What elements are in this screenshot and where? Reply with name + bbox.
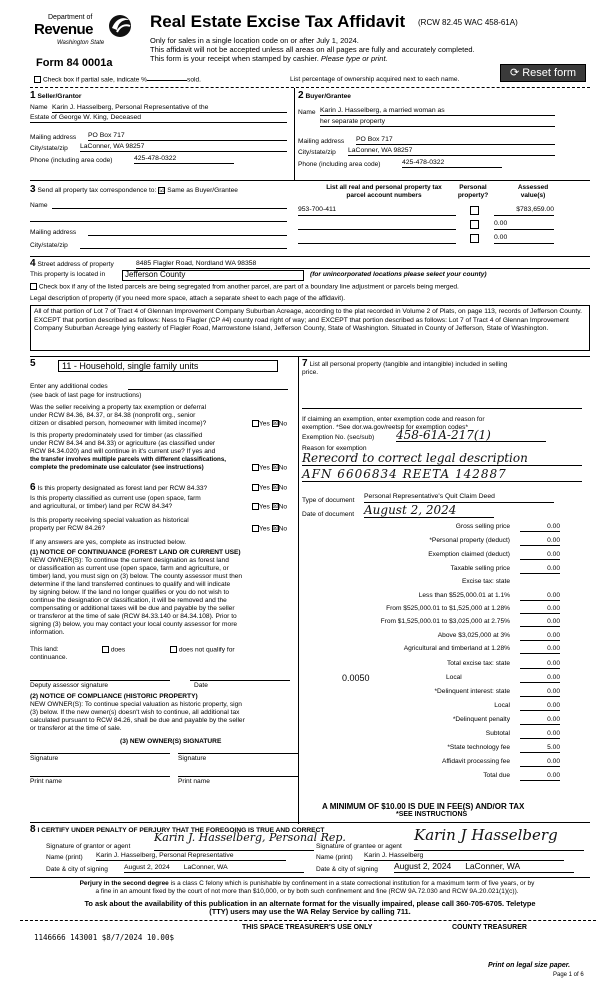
tax-row <box>302 757 560 767</box>
tax-row <box>302 536 560 546</box>
exemption-no-checkbox[interactable]: ☒ <box>272 421 278 427</box>
new-owner-print-2[interactable] <box>178 767 298 777</box>
tax-row-label: From $1,525,000.01 to $3,025,000 at 2.75% <box>380 618 510 625</box>
tax-row-label: Gross selling price <box>455 523 510 530</box>
buyer-mail-field[interactable]: PO Box 717 <box>356 136 555 145</box>
grantee-signature-field[interactable]: Karin J Hasselberg <box>414 826 584 851</box>
tax-row-label: Local <box>494 702 510 709</box>
tax-row-value[interactable]: 0.00 <box>520 617 560 627</box>
tax-row <box>302 522 560 532</box>
buyer-phone-field[interactable]: 425-478-0322 <box>402 159 502 168</box>
county-select[interactable]: Jefferson County <box>122 270 304 281</box>
tax-row <box>302 550 560 560</box>
current-use-yes-checkbox[interactable] <box>252 503 259 510</box>
timber-yes-checkbox[interactable] <box>252 464 259 471</box>
tax-row <box>302 577 560 587</box>
personal-property-checkbox[interactable] <box>470 206 479 215</box>
tax-row-value[interactable]: 0.00 <box>520 536 560 546</box>
new-owner-signature-2[interactable] <box>178 744 298 754</box>
grantee-date-city-field[interactable]: August 2, 2024 LaConner, WA <box>394 862 574 873</box>
dor-logo <box>34 12 132 46</box>
partial-sale-checkbox[interactable] <box>34 76 41 83</box>
exemption-reason-field[interactable]: Rerecord to correct legal description <box>302 451 582 466</box>
tax-row-label: *Personal property (deduct) <box>429 537 510 544</box>
correspondence-name-field-2[interactable] <box>30 213 287 222</box>
tax-row <box>302 631 560 641</box>
document-date-field[interactable]: August 2, 2024 <box>364 503 494 518</box>
parcel-account-field[interactable] <box>298 220 456 230</box>
parcel-account-field[interactable] <box>298 234 456 244</box>
county-treasurer-label: COUNTY TREASURER <box>452 924 527 931</box>
form-number: Form 84 0001a <box>36 57 113 69</box>
tax-row <box>302 659 560 669</box>
minimum-due-note: A MINIMUM OF $10.00 IS DUE IN FEE(S) AND/OR TAX <box>322 802 525 811</box>
section-1: 1 Seller/Grantor Name Karin J. Hasselberg, Personal Representative of the Estate of George W. King, Deceased Mailing address PO Box 717 City/state/zip LaConner, WA 98257 Phone (including area code) 425-478-0322 <box>30 90 294 178</box>
document-type-field[interactable]: Personal Representative's Quit Claim Deed <box>364 493 554 503</box>
tax-row-value[interactable]: 0.00 <box>520 687 560 697</box>
tax-row-label: Less than $525,000.01 at 1.1% <box>418 592 510 599</box>
tax-row-value[interactable]: 0.00 <box>520 644 560 654</box>
local-rate-row <box>342 673 560 683</box>
rcw-ref: (RCW 82.45 WAC 458-61A) <box>418 18 518 27</box>
parcel-table: List all real and personal property tax parcel account numbers Personal property? Assessed value(s) 953-700-411 $783,659.00 0.00 0.00 <box>298 184 588 254</box>
parcel-row <box>298 206 588 218</box>
seller-mail-field[interactable]: PO Box 717 <box>88 132 287 141</box>
tax-row <box>302 564 560 574</box>
local-tax-value[interactable]: 0.00 <box>520 673 560 683</box>
section-2: 2 Buyer/Grantee Name Karin J. Hasselberg, a married woman as her separate property Mailing address PO Box 717 City/state/zip LaConner, WA 98257 Phone (including area code) 425-478-0322 <box>298 90 588 178</box>
new-owner-signature-1[interactable] <box>30 744 170 754</box>
same-as-buyer-checkbox[interactable]: ☑ <box>159 187 165 194</box>
tax-row <box>302 617 560 627</box>
personal-property-checkbox[interactable] <box>470 220 479 229</box>
tax-row-label: From $525,000.01 to $1,525,000 at 1.28% <box>386 605 510 612</box>
tax-row <box>302 729 560 739</box>
property-use-select[interactable]: 11 - Household, single family units <box>58 360 278 372</box>
note-line-3: This form is your receipt when stamped by cashier. Please type or print. <box>150 54 388 63</box>
tax-row-label: Taxable selling price <box>450 565 510 572</box>
historic-yes-checkbox[interactable] <box>252 525 259 532</box>
buyer-name-field-2[interactable]: her separate property <box>320 118 555 127</box>
tax-row-label: *State technology fee <box>447 744 510 751</box>
seller-city-field[interactable]: LaConner, WA 98257 <box>80 143 287 152</box>
tax-row-label: Exemption claimed (deduct) <box>428 551 510 558</box>
cashier-stamp: 1146666 143001 $8/7/2024 10.00$ <box>34 933 174 942</box>
perjury-notice: Perjury in the second degree is a class C felony which is punishable by confinement in a state correctional institution for a maximum term of five years, or by a fine in an amount fixed by the court of not more than $10,000, or by both such confinement and fine (RCW 9A.72.030 and RCW 9A.20.021(1)(c)). <box>79 880 535 895</box>
section-7: 7 List all personal property (tangible and intangible) included in selling price. If claiming an exemption, enter exemption code and reason for exemption. *See dor.wa.gov/reetsp for exemption codes* Exemption No. (sec/sub) 458-61A-217(1) Reason for exemption Rerecord to correct legal description AFN 6606834 REETA 142887 Type of document Personal Representative's Quit Claim Deed Date of document August 2, 2024 <box>302 358 590 518</box>
current-use-no-checkbox[interactable]: ☒ <box>272 504 278 510</box>
assessed-value-field[interactable]: $783,659.00 <box>494 206 554 216</box>
tax-row-label: Total due <box>483 772 510 779</box>
land-does-checkbox[interactable] <box>102 646 109 653</box>
local-rate: 0.0050 <box>342 673 370 683</box>
seller-name-field[interactable]: Karin J. Hasselberg, Personal Representative of the <box>52 104 287 113</box>
tax-row-value[interactable]: 0.00 <box>520 729 560 739</box>
exemption-yes-checkbox[interactable] <box>252 420 259 427</box>
tax-row-value[interactable]: 0.00 <box>520 550 560 560</box>
grantee-print-name-field[interactable]: Karin J. Hasselberg <box>364 852 564 861</box>
tax-row-label: Excise tax: state <box>461 578 510 585</box>
tax-row-value[interactable]: 0.00 <box>520 757 560 767</box>
form-title: Real Estate Excise Tax Affidavit <box>150 12 406 31</box>
grantor-print-name-field[interactable]: Karin J. Hasselberg, Personal Representative <box>96 852 286 861</box>
tax-row-value[interactable]: 0.00 <box>520 564 560 574</box>
tax-row-label: Agricultural and timberland at 1.28% <box>403 645 510 652</box>
correspondence-name-field[interactable] <box>52 200 287 209</box>
dor-logo-icon <box>108 12 132 40</box>
parcel-row <box>298 220 588 232</box>
tax-row-value[interactable]: 0.00 <box>520 715 560 725</box>
legal-size-note: Print on legal size paper. <box>488 962 571 969</box>
note-line-2: This affidavit will not be accepted unless all areas on all pages are fully and accurately completed. <box>150 45 475 54</box>
additional-codes-field[interactable] <box>128 381 288 390</box>
partial-sale-row: Check box if partial sale, indicate % sold. <box>34 76 201 84</box>
segregation-checkbox[interactable] <box>30 283 37 290</box>
forest-yes-checkbox[interactable] <box>252 484 259 491</box>
section-8: 8 I CERTIFY UNDER PENALTY OF PERJURY THAT THE FOREGOING IS TRUE AND CORRECT Signature of grantor or agent Karin J. Hasselberg, Personal Rep. Name (print) Karin J. Hasselberg, Personal Representative Date & city of signing August 2, 2024 LaConner, WA Signature of grantee or agent Karin J Hasselberg Name (print) Karin J. Hasselberg Date & city of signing August 2, 2024 LaConner, WA <box>30 824 590 876</box>
revenue-label: Revenue <box>34 21 94 38</box>
historic-no-checkbox[interactable]: ☒ <box>272 526 278 532</box>
tax-row-value[interactable]: 0.00 <box>520 771 560 781</box>
correspondence-mail-field[interactable] <box>88 227 287 236</box>
tax-row <box>302 604 560 614</box>
reset-icon: ⟳ <box>509 67 520 79</box>
grantor-signature-field[interactable]: Karin J. Hasselberg, Personal Rep. <box>154 831 314 851</box>
buyer-name-field[interactable]: Karin J. Hasselberg, a married woman as <box>320 107 555 116</box>
tax-row <box>302 701 560 711</box>
tax-row-label: *Delinquent penalty <box>452 716 510 723</box>
tax-row <box>302 687 560 697</box>
correspondence-city-field[interactable] <box>80 240 287 249</box>
tax-row-label: *Delinquent interest: state <box>434 688 510 695</box>
exemption-reason-field-2[interactable]: AFN 6606834 REETA 142887 <box>302 467 582 482</box>
seller-phone-field[interactable]: 425-478-0322 <box>134 155 234 164</box>
tax-row <box>302 771 560 781</box>
treasurer-use-label: THIS SPACE TREASURER'S USE ONLY <box>242 924 373 931</box>
tax-row-value[interactable]: 0.00 <box>520 591 560 601</box>
accessibility-notice: To ask about the availability of this publication in an alternate format for the visually impaired, please call 360-705-6705. Teletype (TTY) users may use the WA Relay Service by calling 711. <box>84 899 536 916</box>
tax-row-value[interactable]: 0.00 <box>520 701 560 711</box>
reset-form-button[interactable]: ⟳ Reset form <box>500 64 586 82</box>
section-4: 4 Street address of property 8485 Flagler Road, Nordland WA 98358 This property is located in Jefferson County (for unincorporated locations please select your county) Check box if any of the listed parcels are being segregated from another parcel, are part of a boundary line adjustment or parcels being merged. Legal description of property (if you need more space, attach a separate sheet to each page of the affidavit). All of that portion of Lot 7 of Tract 4 of Glennan Improvement Company Suburban Acreage, according to the plat recorded in Volume 2 of Plats, on page 113, records of Jefferson County. EXCEPT that portion described as follows: Ness to Flagler (CP #4) county road right of way; and EXCEPT that portion described as follows: Lot 7 of Tract 4 of Glennan Improvement Company Suburban Acreage lying easterly of Flagler Road, Marrowstone Island, Jefferson County, State of Washington. Situated in County of Jefferson, State of Washington. <box>30 258 590 354</box>
grantor-date-city-field[interactable]: August 2, 2024 LaConner, WA <box>124 864 304 873</box>
tax-row-value[interactable]: 0.00 <box>520 604 560 614</box>
tax-calculation-rows <box>302 522 562 792</box>
tax-row-value[interactable]: 0.00 <box>520 522 560 532</box>
note-line-1: Only for sales in a single location code on or after July 1, 2024. <box>150 36 359 45</box>
land-does-not-checkbox[interactable] <box>170 646 177 653</box>
tax-row-value[interactable]: 5.00 <box>520 743 560 753</box>
tax-row-label: Above $3,025,000 at 3% <box>437 632 510 639</box>
tax-row-label: Affidavit processing fee <box>441 758 510 765</box>
assessed-value-field[interactable]: 0.00 <box>494 234 554 244</box>
section-6: 6 Is this property designated as forest land per RCW 84.33? Yes ☒No Is this property classified as current use (open space, farm and agricultural, or timber) land per RCW 84.34? Yes ☒No Is this property receiving special valuation as historical property per RCW 84.26? Yes ☒No If any answers are yes, complete as instructed below. (1) NOTICE OF CONTINUANCE (FOREST LAND OR CURRENT USE) NEW OWNER(S): To continue the current designation as forest land or classification as current use (open space, farm and agriculture, or timber) land, you must sign on (3) below. The county assessor must then determine if the land transferred continues to qualify and will indicate by signing below. If the land no longer qualifies or you do not wish to continue the designation or classification, it will be removed and the compensating or additional taxes will be due and payable by the seller or transferor at the time of sale (RCW 84.33.140 or 84.34.108). Prior to signing (3) below, you may contact your local county assessor for more information. This land: does does not qualify for continuance. Deputy assessor signature Date (2) NOTICE OF COMPLIANCE (HISTORIC PROPERTY) NEW OWNER(S): To continue special valuation as historic property, sign (3) below. If the new owner(s) doesn't wish to continue, all additional tax calculated pursuant to RCW 84.26, shall be due and payable by the seller or transferor at the time of sale. (3) NEW OWNER(S) SIGNATURE Signature Signature Print name Print name <box>30 482 298 822</box>
notice-compliance-text: NEW OWNER(S): To continue special valuation as historic property, sign (3) below. If the new owner(s) doesn't wish to continue, all additional tax calculated pursuant to RCW 84.26, shall be due and payable by the seller or transferor at the time of sale. <box>30 701 245 732</box>
tax-row-value[interactable]: 0.00 <box>520 659 560 669</box>
tax-row-label: Total excise tax: state <box>446 660 510 667</box>
street-address-field[interactable]: 8485 Flagler Road, Nordland WA 98358 <box>136 260 590 269</box>
exemption-number-field[interactable]: 458-61A-217(1) <box>396 428 546 442</box>
page-number: Page 1 of 6 <box>553 972 584 978</box>
tax-row-value[interactable]: 0.00 <box>520 631 560 641</box>
legal-description-field[interactable]: All of that portion of Lot 7 of Tract 4 of Glennan Improvement Company Suburban Acreage, according to the plat recorded in Volume 2 of Plats, on page 113, records of Jefferson County. EXCEPT that portion described as follows: Ness to Flagler (CP #4) county road right of way; and EXCEPT that portion described as follows: Lot 7 of Tract 4 of Glennan Improvement Company Suburban Acreage lying easterly of Flagler Road, Marrowstone Island, Jefferson County, State of Washington. Situated in County of Jefferson, State of Washington. <box>30 305 590 351</box>
tax-row <box>302 715 560 725</box>
see-instructions-note: *SEE INSTRUCTIONS <box>396 811 468 818</box>
timber-no-checkbox[interactable]: ☒ <box>272 465 278 471</box>
tax-row <box>302 743 560 753</box>
section-5: 5 11 - Household, single family units Enter any additional codes (see back of last page for instructions) Was the seller receiving a property tax exemption or deferral under RCW 84.36, 84.37, or 84.38 (nonprofit org., senior citizen or disabled person, homeowner with limited income)? Yes ☒No Is this property predominately used for timber (as classified under RCW 84.34 and 84.33) or agriculture (as classified under RCW 84.34.020) and will continue in it's current use? If yes and the transfer involves multiple parcels with different classifications, complete the predominate use calculator (see instructions) Yes ☒No <box>30 358 288 472</box>
tax-row <box>302 591 560 601</box>
ownership-note: List percentage of ownership acquired next to each name. <box>290 76 460 83</box>
personal-property-checkbox[interactable] <box>470 234 479 243</box>
local-label: Local <box>446 674 462 681</box>
buyer-city-field[interactable]: LaConner, WA 98257 <box>348 147 555 156</box>
assessed-value-field[interactable]: 0.00 <box>494 220 554 230</box>
parcel-account-field[interactable]: 953-700-411 <box>298 206 456 216</box>
state-label: Washington State <box>57 40 105 46</box>
dept-label: Department of <box>48 14 93 21</box>
forest-no-checkbox[interactable]: ☒ <box>272 485 278 491</box>
seller-name-field-2[interactable]: Estate of George W. King, Deceased <box>30 114 287 123</box>
new-owner-print-1[interactable] <box>30 767 170 777</box>
tax-row-label: Subtotal <box>485 730 510 737</box>
notice-continuance-text: NEW OWNER(S): To continue the current designation as forest land or classification as current use (open space, farm and agriculture, or timber) land, you must sign on (3) below. The county assessor must then determine if the land transferred continues to qualify and will indicate by signing below. If the land no longer qualifies or you do not wish to continue the designation or classification, it will be removed and the compensating or additional taxes will be due and payable by the seller or transferor at the time of sale (RCW 84.33.140 or 84.34.108). Prior to signing (3) below, you may contact your local county assessor for more information. <box>30 557 243 636</box>
parcel-row <box>298 234 588 246</box>
section-3: 3 Send all property tax correspondence to: ☑ Same as Buyer/Grantee Name Mailing address City/state/zip <box>30 184 294 254</box>
tax-row <box>302 644 560 654</box>
